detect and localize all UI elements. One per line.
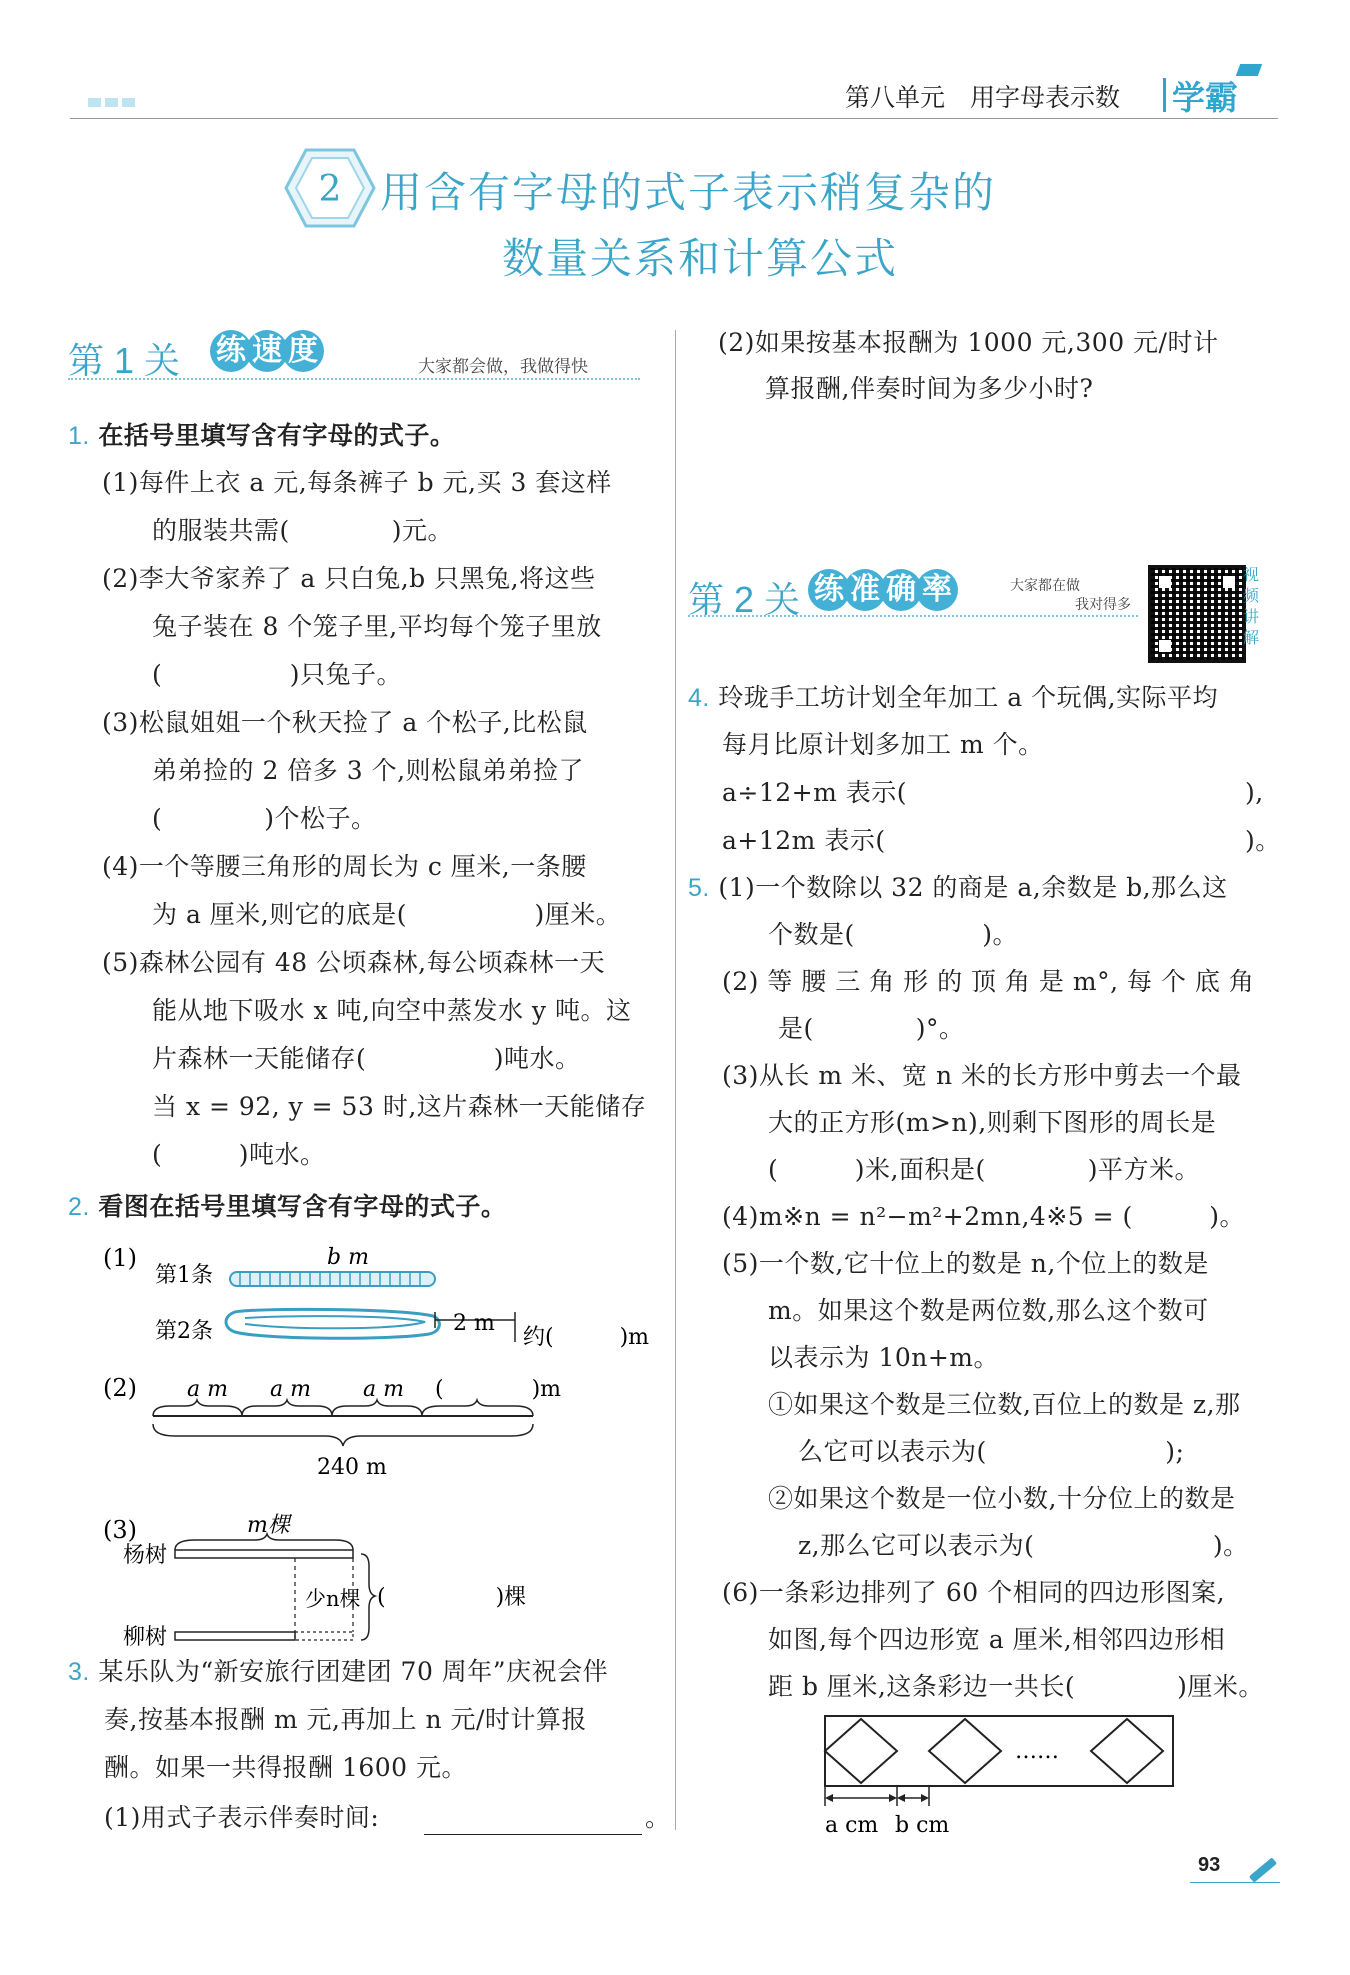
q1-line: (2)李大爷家养了 a 只白兔,b 只黑兔,将这些	[102, 564, 596, 593]
qr-code-icon[interactable]	[1148, 565, 1246, 663]
level1-badge	[210, 330, 318, 372]
level2-char: 准	[844, 569, 886, 611]
level1-note: 大家都会做，我做得快	[418, 357, 588, 376]
level2-note1: 大家都在做	[1010, 577, 1080, 593]
q2-p2-seg: a m	[270, 1377, 311, 1402]
border-pattern-figure	[815, 1706, 1185, 1846]
q2-p3-less: 少n棵	[305, 1587, 361, 1611]
header-decoration	[88, 92, 139, 111]
strip-outline	[825, 1716, 1173, 1786]
brand-logo: 学霸	[1172, 79, 1238, 116]
column-divider	[675, 330, 676, 1830]
pencil-icon	[1249, 1857, 1277, 1882]
label-a: a cm	[825, 1813, 879, 1838]
q5-line: m。如果这个数是两位数,那么这个数可	[768, 1296, 1209, 1325]
header-rule	[70, 118, 1278, 119]
q1-line: (1)每件上衣 a 元,每条裤子 b 元,买 3 套这样	[102, 468, 612, 497]
footer-rule	[1190, 1882, 1280, 1883]
label-b: b cm	[895, 1813, 950, 1838]
strip-dots: ……	[1015, 1739, 1059, 1764]
q1-line: 弟弟捡的 2 倍多 3 个,则松鼠弟弟捡了	[152, 756, 585, 785]
q5-line: 是( )°。	[778, 1014, 965, 1043]
q1-stem: 1. 在括号里填写含有字母的式子。	[68, 422, 456, 450]
q5-line: (3)从长 m 米、宽 n 米的长方形中剪去一个最	[722, 1061, 1242, 1090]
q4-line-end: ),	[1245, 778, 1264, 807]
lesson-title-line2: 数量关系和计算公式	[501, 235, 898, 282]
chapter-title: 第八单元 用字母表示数	[845, 84, 1121, 112]
q5-line: 么它可以表示为( );	[798, 1437, 1185, 1466]
q3-line-end: 。	[645, 1803, 671, 1832]
q1-line: 片森林一天能储存( )吨水。	[152, 1044, 581, 1073]
level1-char: 度	[282, 330, 324, 372]
q3-line: 3. 某乐队为“新安旅行团建团 70 周年”庆祝会伴	[68, 1657, 609, 1686]
q2-p3-ans: ( )棵	[377, 1585, 527, 1610]
q2-p2-total: 240 m	[317, 1455, 387, 1480]
q2-p2-label: (2)	[103, 1374, 137, 1402]
q1-line: ( )吨水。	[152, 1140, 326, 1169]
q2-stem: 2. 看图在括号里填写含有字母的式子。	[68, 1193, 507, 1221]
q2-p1-label: (1)	[103, 1244, 137, 1272]
q5-line: 大的正方形(m>n),则剩下图形的周长是	[768, 1108, 1217, 1137]
q3-p2-line: (2)如果按基本报酬为 1000 元,300 元/时计	[718, 328, 1219, 357]
rhombus	[1091, 1719, 1163, 1783]
q5-line: (4)m※n = n²−m²+2mn,4※5 = ( )。	[722, 1202, 1246, 1231]
q1-line: 当 x = 92, y = 53 时,这片森林一天能储存	[152, 1092, 647, 1121]
q1-line: ( )个松子。	[152, 804, 377, 833]
level2-note2: 我对得多	[1075, 596, 1131, 612]
q5-line: 个数是( )。	[768, 920, 1019, 949]
page-number: 93	[1198, 1854, 1221, 1876]
q4-line: 每月比原计划多加工 m 个。	[722, 730, 1044, 759]
q2-p3-top: m棵	[247, 1513, 290, 1538]
q1-line: ( )只兔子。	[152, 660, 403, 689]
q5-line: ①如果这个数是三位数,百位上的数是 z,那	[768, 1390, 1241, 1419]
q2-p1-row2: 第2条	[155, 1319, 213, 1344]
q4-line-end: )。	[1245, 826, 1281, 855]
qr-label: 视 频 讲 解	[1243, 567, 1260, 647]
q2-p1-ans: 约( )m	[523, 1325, 650, 1350]
willow-bar	[175, 1632, 295, 1640]
q2-p3-row2: 柳树	[123, 1625, 168, 1650]
poplar-bar	[175, 1550, 353, 1558]
brand-cap-icon	[1236, 64, 1262, 76]
level2-char: 率	[916, 569, 958, 611]
level2-prefix: 第 2 关	[688, 579, 801, 620]
q4-line: a+12m 表示(	[722, 826, 886, 855]
q1-line: (4)一个等腰三角形的周长为 c 厘米,一条腰	[102, 852, 587, 881]
q5-line: (6)一条彩边排列了 60 个相同的四边形图案,	[722, 1578, 1226, 1607]
q1-line: 的服装共需( )元。	[152, 516, 454, 545]
rope-2	[226, 1309, 439, 1338]
q2-p1-row1: 第1条	[155, 1263, 213, 1288]
q3-answer-blank[interactable]	[424, 1834, 642, 1835]
q3-p2-line: 算报酬,伴奏时间为多少小时?	[765, 374, 1094, 403]
q5-line: (5)一个数,它十位上的数是 n,个位上的数是	[722, 1249, 1209, 1278]
q1-line: (3)松鼠姐姐一个秋天捡了 a 个松子,比松鼠	[102, 708, 588, 737]
q1-line: (5)森林公园有 48 公顷森林,每公顷森林一天	[102, 948, 606, 977]
q2-p3-label: (3)	[103, 1516, 137, 1544]
q5-line: 如图,每个四边形宽 a 厘米,相邻四边形相	[768, 1625, 1226, 1654]
level2-char: 确	[880, 569, 922, 611]
q2-p1-gap: 2 m	[453, 1311, 495, 1336]
q2-p1-top: b m	[327, 1245, 369, 1270]
q2-p3-row1: 杨树	[123, 1543, 168, 1568]
q5-line: ( )米,面积是( )平方米。	[768, 1155, 1200, 1184]
q5-line: (2) 等 腰 三 角 形 的 顶 角 是 m°, 每 个 底 角	[722, 967, 1255, 996]
header-separator	[1163, 78, 1166, 112]
q2-figure	[95, 1232, 675, 1652]
q3-line: 酬。如果一共得报酬 1600 元。	[104, 1753, 468, 1782]
level1-prefix: 第 1 关	[68, 340, 181, 381]
q3-line: (1)用式子表示伴奏时间:	[104, 1803, 380, 1832]
q4-line: a÷12+m 表示(	[722, 778, 908, 807]
q5-line: 以表示为 10n+m。	[768, 1343, 1000, 1372]
rhombus	[929, 1719, 1001, 1783]
level1-rule	[68, 378, 640, 380]
q5-line: 距 b 厘米,这条彩边一共长( )厘米。	[768, 1672, 1264, 1701]
q3-line: 奏,按基本报酬 m 元,再加上 n 元/时计算报	[104, 1705, 587, 1734]
q4-line: 4. 玲珑手工坊计划全年加工 a 个玩偶,实际平均	[688, 683, 1219, 712]
q2-p2-seg: ( )m	[435, 1377, 562, 1402]
q1-line: 能从地下吸水 x 吨,向空中蒸发水 y 吨。这	[152, 996, 632, 1025]
lesson-number-badge	[282, 146, 378, 230]
lesson-title-line1: 用含有字母的式子表示稍复杂的	[380, 169, 997, 216]
lesson-number: 2	[318, 169, 342, 210]
q5-line: ②如果这个数是一位小数,十分位上的数是	[768, 1484, 1236, 1513]
level2-char: 练	[808, 569, 850, 611]
rhombus	[825, 1719, 897, 1783]
level1-char: 练	[210, 330, 252, 372]
level2-badge	[808, 569, 952, 611]
q2-p2-seg: a m	[187, 1377, 228, 1402]
q1-line: 兔子装在 8 个笼子里,平均每个笼子里放	[152, 612, 602, 641]
q5-line: z,那么它可以表示为( )。	[798, 1531, 1249, 1560]
level2-rule	[688, 615, 1138, 617]
q5-line: 5. (1)一个数除以 32 的商是 a,余数是 b,那么这	[688, 873, 1228, 902]
level1-char: 速	[246, 330, 288, 372]
q2-p2-seg: a m	[363, 1377, 404, 1402]
q1-line: 为 a 厘米,则它的底是( )厘米。	[152, 900, 622, 929]
